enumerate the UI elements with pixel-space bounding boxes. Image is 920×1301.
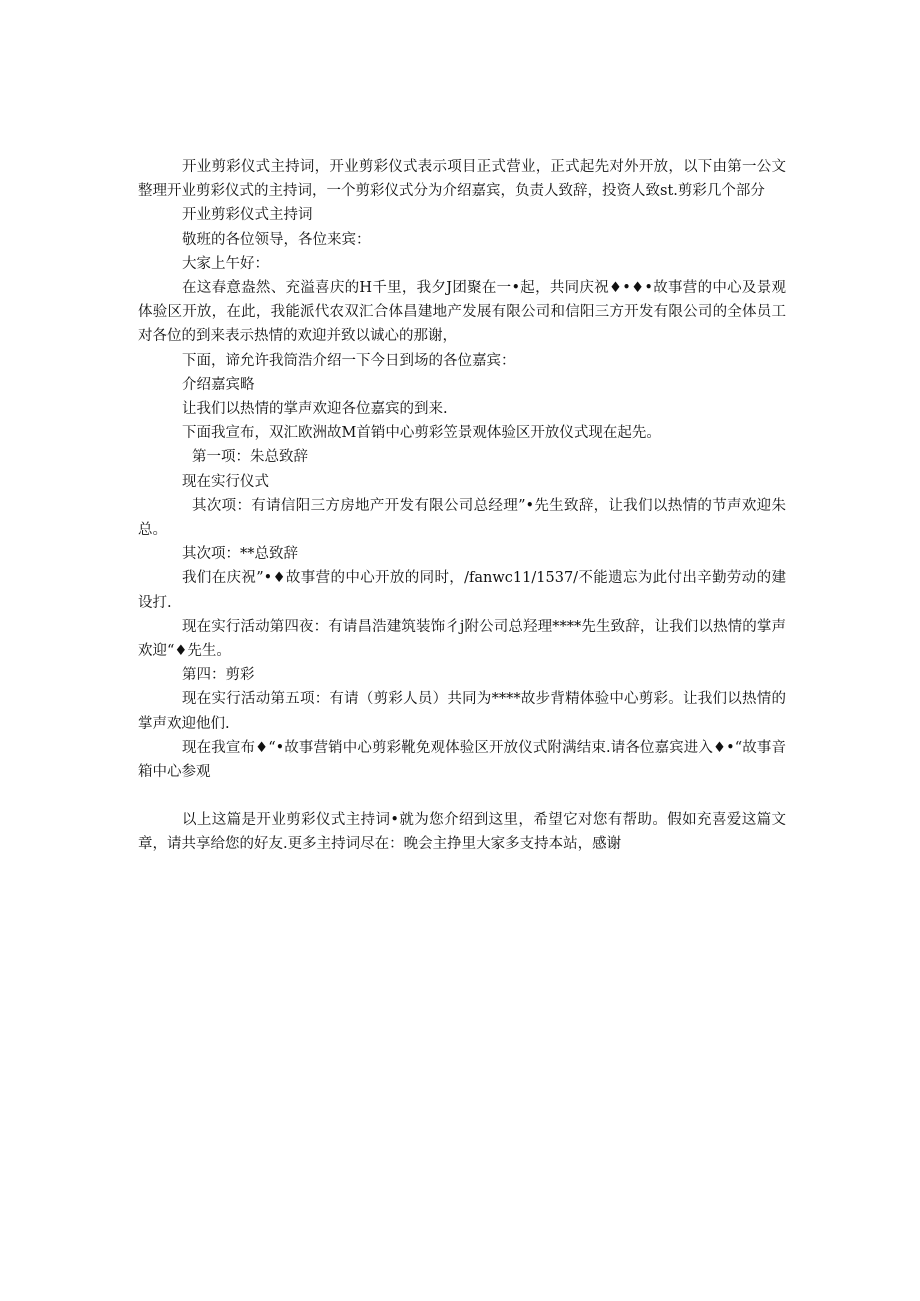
paragraph-opening: 在这春意盎然、充溢喜庆的H千里，我夕J团聚在一•起，共同庆祝♦•♦•故事营的中心及景观体验区开放，在此，我能派代农双汇合体昌建地产发展有限公司和信阳三方开发有限公司的全体员工对各位的到来表示热情的欢迎并致以诚心的那谢， bbox=[138, 280, 786, 345]
paragraph-footer: 以上这篇是开业剪彩仪式主持词•就为您介绍到这里，希望它对您有帮助。假如充喜爱这篇文章，请共享给您的好友.更多主持词尽在：晚会主挣里大家多支持本站，感谢 bbox=[138, 812, 786, 853]
paragraph-thanks: 我们在庆祝”•♦故事营的中心开放的同时，/fanwc11/1537/不能遗忘为此付出辛勤劳动的建设打. bbox=[138, 570, 786, 611]
document-body bbox=[138, 155, 786, 857]
paragraph-gap bbox=[138, 784, 786, 808]
paragraph-proceed: 现在实行仪式 bbox=[182, 473, 269, 490]
paragraph-title: 开业剪彩仪式主持词 bbox=[182, 207, 313, 224]
paragraph-item-2: 其次项：有请信阳三方房地产开发有限公司总经理”•先生致辞，让我们以热情的节声欢迎朱总。 bbox=[138, 497, 786, 539]
paragraph-greeting-leaders: 敬班的各位领导，各位来宾： bbox=[182, 231, 371, 248]
paragraph-item-5: 现在实行活动第五项：有请（剪彩人员）共同为****故步背精体验中心剪彩。让我们以热情的掌声欢迎他们. bbox=[138, 691, 786, 732]
paragraph-announce-start: 下面我宣布，双汇欧洲故M首销中心剪彩笠景观体验区开放仪式现在起先。 bbox=[182, 425, 661, 442]
paragraph-item-4: 现在实行活动第四夜：有请昌浩建筑装饰彳j附公司总羟理****先生致辞，让我们以热情的掌声欢迎“♦先生。 bbox=[138, 618, 786, 660]
paragraph-closing: 现在我宣布♦“•故事营销中心剪彩靴免观体验区开放仪式附满结束.请各位嘉宾进入♦•“故事音箱中心参观 bbox=[138, 739, 786, 781]
paragraph-item-1: 第一项：朱总致辞 bbox=[192, 449, 308, 466]
paragraph-welcome: 让我们以热情的掌声欢迎各位嘉宾的到来. bbox=[182, 401, 448, 418]
paragraph-item-3: 其次项：**总致辞 bbox=[182, 546, 298, 563]
paragraph-intro: 开业剪彩仪式主持词，开业剪彩仪式表示项目正式营业，正式起先对外开放，以下由第一公文整理开业剪彩仪式的主持词，一个剪彩仪式分为介绍嘉宾，负责人致辞，投资人致st.剪彩几个部分 bbox=[138, 159, 786, 200]
paragraph-greeting-morning: 大家上午好： bbox=[182, 255, 269, 272]
paragraph-introduce-guests: 下面，谛允许我筒浩介绍一下今日到场的各位嘉宾： bbox=[182, 352, 516, 369]
paragraph-item-4-cutting: 第四：剪彩 bbox=[182, 667, 255, 684]
paragraph-guests: 介绍嘉宾略 bbox=[182, 376, 255, 393]
